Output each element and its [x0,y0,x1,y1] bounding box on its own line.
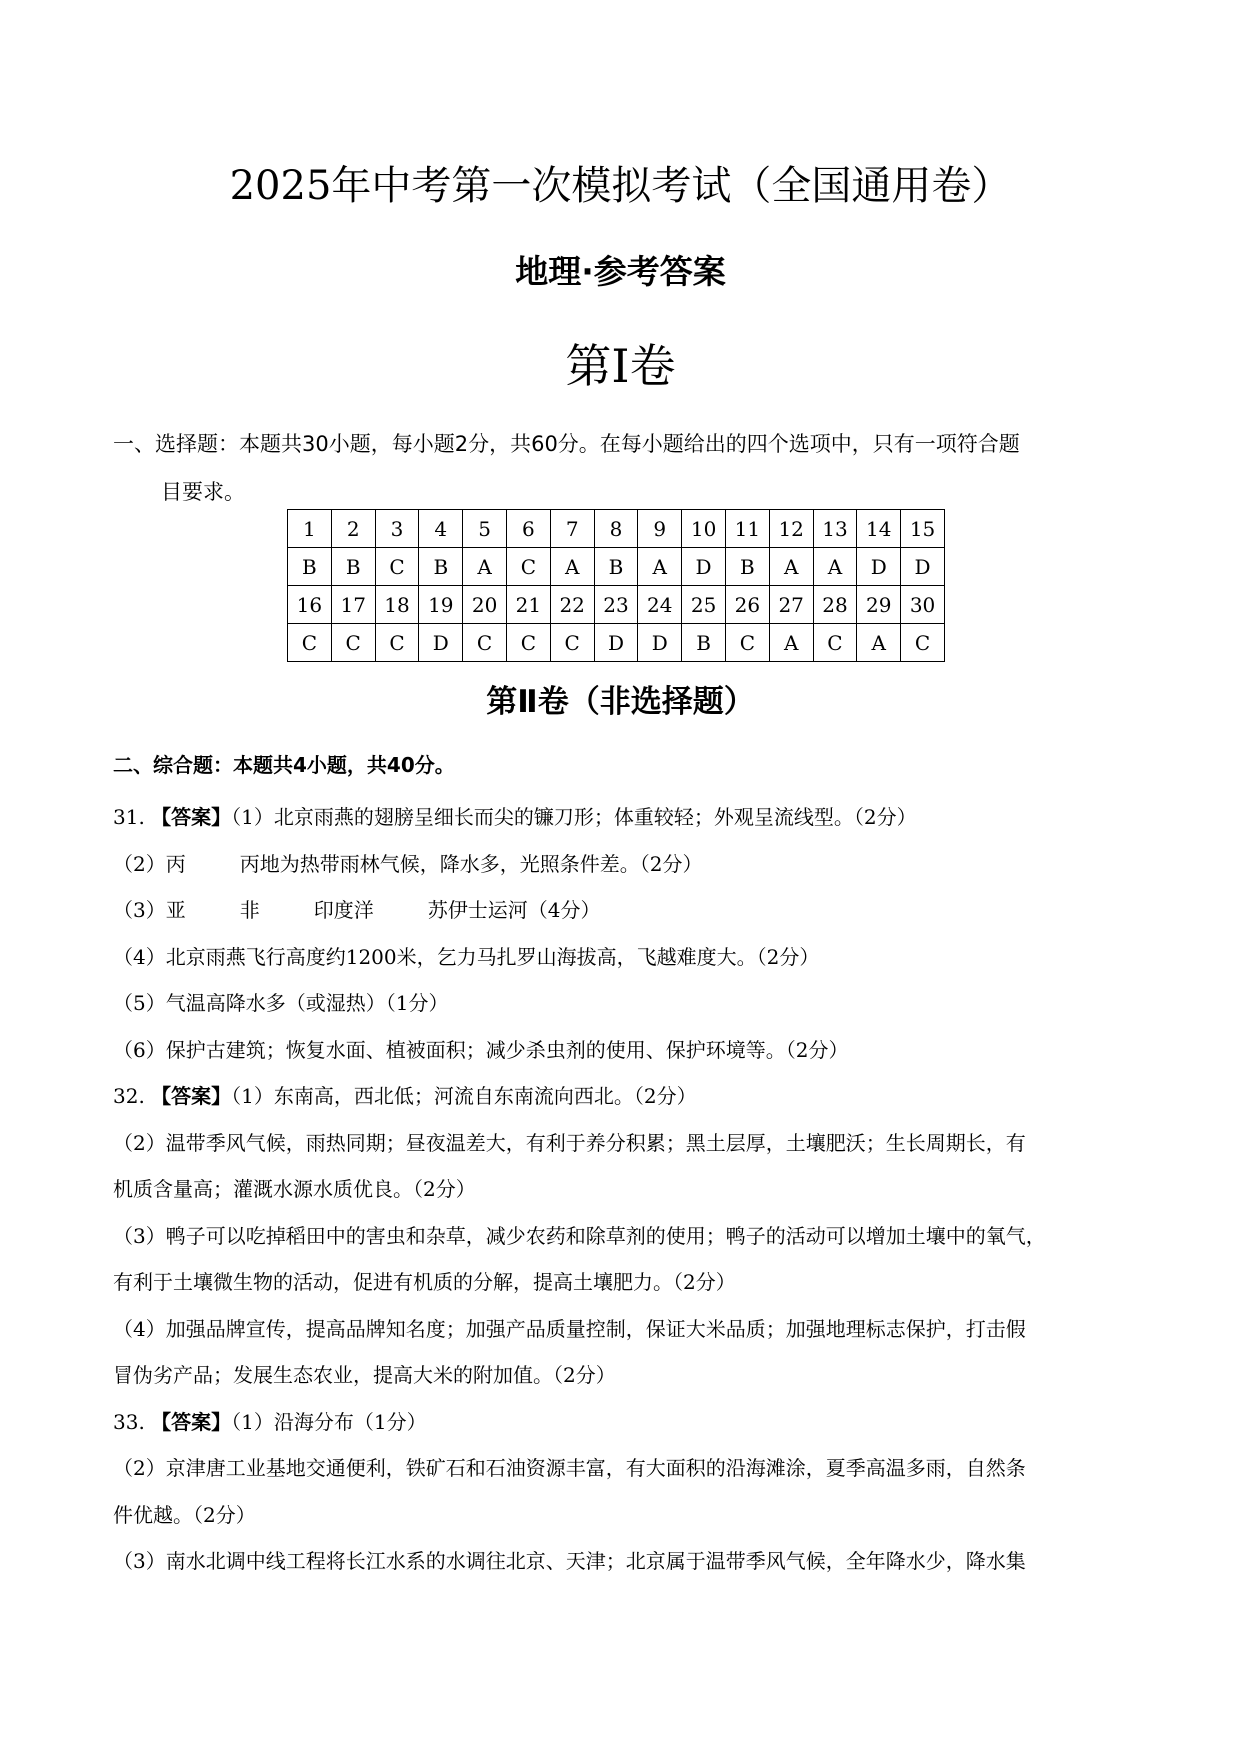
question-number: 23 [594,586,638,624]
q31-answer-tag: 【答案】 [151,805,232,829]
question-number: 20 [463,586,507,624]
q32-answer-tag: 【答案】 [151,1084,232,1108]
question-number: 18 [375,586,419,624]
answer-cell: D [901,548,945,586]
q32-line-6: （4）加强品牌宣传，提高品牌知名度；加强产品质量控制，保证大米品质；加强地理标志保护，打击假 [113,1316,1026,1341]
answer-cell: A [769,624,813,662]
answer-cell: A [769,548,813,586]
q31-part-2-answer: （2）丙 [113,851,186,876]
question-number: 10 [682,510,726,548]
answer-cell: B [725,548,769,586]
answer-cell: D [682,548,726,586]
question-number: 1 [288,510,332,548]
question-number: 2 [331,510,375,548]
answer-cell: A [857,624,901,662]
answer-cell: A [550,548,594,586]
section-1-heading-line2: 目要求。 [161,480,245,504]
question-number: 15 [901,510,945,548]
q31-part-3-b: 非 [239,898,260,922]
answer-table-row-answers-2 [288,624,945,662]
q33-answer-tag: 【答案】 [151,1409,232,1434]
question-number: 3 [375,510,419,548]
answer-cell: A [813,548,857,586]
answer-cell: C [813,624,857,662]
volume-2-title: 第Ⅱ卷（非选择题） [486,684,755,720]
page-subtitle: 地理·参考答案 [515,252,726,291]
answer-table-row-numbers-1 [288,510,945,548]
q32-line-2: （2）温带季风气候，雨热同期；昼夜温差大，有利于养分积累；黑土层厚，土壤肥沃；生长周期长，有 [113,1130,1026,1155]
question-number: 22 [550,586,594,624]
question-number: 7 [550,510,594,548]
q32-part-1: （1）东南高，西北低；河流自东南流向西北。（2分） [231,1084,697,1108]
answer-cell: C [331,624,375,662]
question-number: 25 [682,586,726,624]
answer-cell: D [638,624,682,662]
answer-cell: D [419,624,463,662]
question-number: 13 [813,510,857,548]
q31-part-3-d: 苏伊士运河（4分） [427,898,601,922]
answer-cell: B [594,548,638,586]
q31-line-2 [113,841,1133,888]
question-number: 27 [769,586,813,624]
q31-number: 31. [113,805,145,829]
q33-line-4: （3）南水北调中线工程将长江水系的水调往北京、天津；北京属于温带季风气候，全年降水少，降水集 [113,1549,1026,1573]
answer-cell: C [288,624,332,662]
question-number: 8 [594,510,638,548]
question-number: 16 [288,586,332,624]
question-number: 24 [638,586,682,624]
q31-line-4: （4）北京雨燕飞行高度约1200米，乞力马扎罗山海拔高，飞越难度大。（2分） [113,944,820,969]
question-number: 14 [857,510,901,548]
answer-cell: C [725,624,769,662]
q31-line-6: （6）保护古建筑；恢复水面、植被面积；减少杀虫剂的使用、保护环境等。（2分） [113,1037,849,1062]
question-number: 6 [506,510,550,548]
question-number: 9 [638,510,682,548]
q32-line-5: 有利于土壤微生物的活动，促进有机质的分解，提高土壤肥力。（2分） [113,1270,736,1294]
answer-cell: C [506,548,550,586]
q31-part-3-a: （3）亚 [113,898,186,922]
question-number: 30 [901,586,945,624]
q31-line-3 [113,887,1133,934]
q33-part-1: （1）沿海分布（1分） [231,1409,427,1434]
q33-line-1 [113,1399,1133,1446]
question-number: 21 [506,586,550,624]
answer-table [287,509,945,662]
answer-cell: D [594,624,638,662]
answer-cell: C [506,624,550,662]
question-number: 19 [419,586,463,624]
answer-cell: A [638,548,682,586]
section-1-heading [113,420,1133,516]
question-number: 28 [813,586,857,624]
q32-number: 32. [113,1084,145,1108]
q31-part-1: （1）北京雨燕的翅膀呈细长而尖的镰刀形；体重较轻；外观呈流线型。（2分） [231,805,917,829]
q32-line-1 [113,1073,1133,1120]
answer-cell: A [463,548,507,586]
answer-cell: B [682,624,726,662]
page-title: 2025年中考第一次模拟考试（全国通用卷） [229,163,1012,209]
answer-body [113,794,1133,1585]
question-number: 26 [725,586,769,624]
q31-part-3-c: 印度洋 [313,898,374,922]
q33-line-2: （2）京津唐工业基地交通便利，铁矿石和石油资源丰富，有大面积的沿海滩涂，夏季高温多雨，自然条 [113,1456,1026,1480]
answer-table-row-numbers-2 [288,586,945,624]
q33-line-3: 件优越。（2分） [113,1502,256,1527]
answer-cell: B [331,548,375,586]
answer-cell: C [550,624,594,662]
q31-line-1 [113,794,1133,841]
answer-cell: C [901,624,945,662]
question-number: 12 [769,510,813,548]
answer-cell: B [419,548,463,586]
answer-cell: D [857,548,901,586]
q32-line-4: （3）鸭子可以吃掉稻田中的害虫和杂草，减少农药和除草剂的使用；鸭子的活动可以增加土壤中的氧气， [113,1223,1046,1248]
question-number: 29 [857,586,901,624]
q31-part-2-reason: 丙地为热带雨林气候，降水多，光照条件差。（2分） [239,851,703,876]
q31-line-5: （5）气温高降水多（或湿热）（1分） [113,991,449,1015]
answer-cell: C [463,624,507,662]
answer-table-row-answers-1 [288,548,945,586]
question-number: 5 [463,510,507,548]
q33-number: 33. [113,1409,145,1434]
answer-cell: B [288,548,332,586]
volume-1-title: 第Ⅰ卷 [565,339,676,393]
q32-line-7: 冒伪劣产品；发展生态农业，提高大米的附加值。（2分） [113,1363,616,1387]
question-number: 4 [419,510,463,548]
question-number: 17 [331,586,375,624]
q32-line-3: 机质含量高；灌溉水源水质优良。（2分） [113,1177,476,1201]
section-2-heading: 二、综合题：本题共4小题，共40分。 [113,753,455,777]
answer-cell: C [375,548,419,586]
section-1-heading-line1: 一、选择题：本题共30小题，每小题2分，共60分。在每小题给出的四个选项中，只有一项符合题 [113,432,1020,456]
question-number: 11 [725,510,769,548]
answer-cell: C [375,624,419,662]
